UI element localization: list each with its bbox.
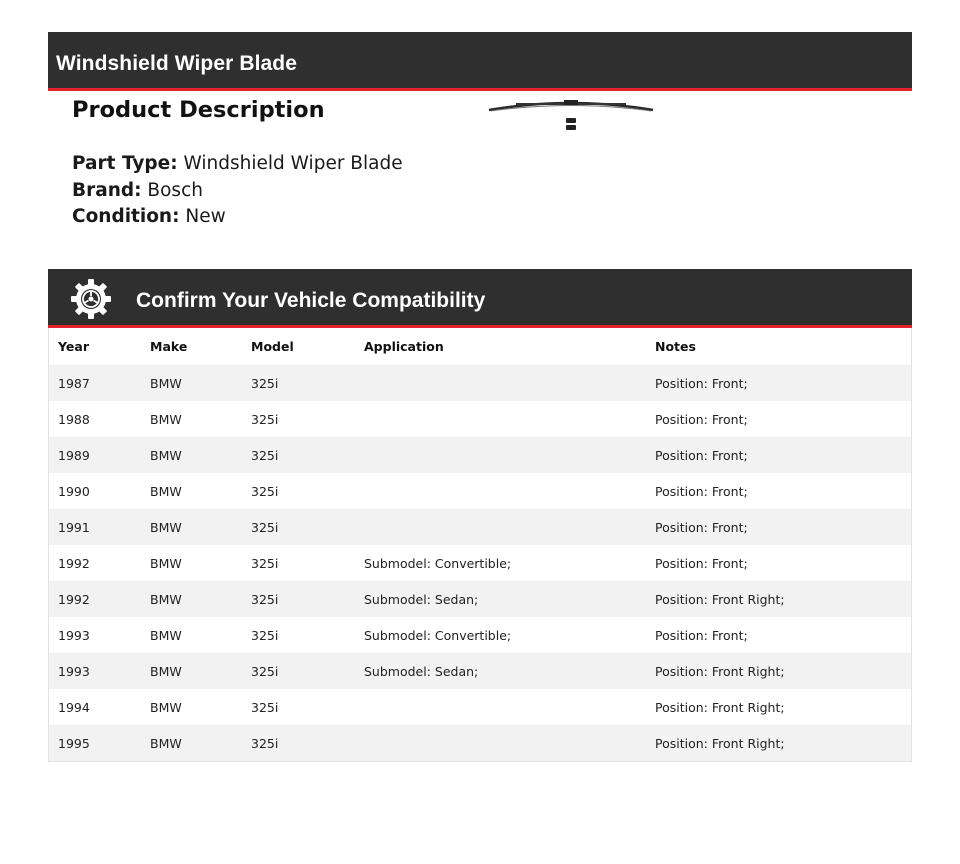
cell-notes: Position: Front; bbox=[655, 483, 748, 499]
cell-application: Submodel: Convertible; bbox=[364, 627, 512, 643]
cell-application bbox=[355, 365, 646, 401]
page-title: Windshield Wiper Blade bbox=[56, 52, 298, 75]
table-row bbox=[49, 545, 911, 581]
brand-label: Brand: bbox=[72, 179, 142, 201]
table-header-row bbox=[49, 328, 911, 365]
cell-application: Submodel: Sedan; bbox=[364, 663, 479, 679]
condition-value: New bbox=[185, 206, 226, 227]
cell-notes: Position: Front; bbox=[655, 555, 748, 571]
table-row bbox=[49, 509, 911, 545]
table-row bbox=[49, 689, 911, 725]
cell-year: 1995 bbox=[58, 735, 90, 751]
table-row bbox=[49, 473, 911, 509]
cell-application bbox=[355, 437, 646, 473]
cell-application bbox=[355, 401, 646, 437]
cell-application bbox=[355, 689, 646, 725]
cell-make: BMW bbox=[150, 411, 182, 427]
cell-year: 1992 bbox=[58, 591, 90, 607]
cell-model: 325i bbox=[251, 699, 279, 715]
compatibility-heading: Confirm Your Vehicle Compatibility bbox=[136, 289, 486, 312]
part-type-line bbox=[72, 151, 403, 178]
cell-application: Submodel: Sedan; bbox=[364, 591, 479, 607]
cell-model: 325i bbox=[251, 375, 279, 391]
cell-model: 325i bbox=[251, 447, 279, 463]
table-row bbox=[49, 617, 911, 653]
brand-line bbox=[72, 178, 403, 205]
cell-notes: Position: Front Right; bbox=[655, 735, 785, 751]
cell-notes: Position: Front; bbox=[655, 447, 748, 463]
condition-line bbox=[72, 204, 403, 231]
compatibility-table-wrap bbox=[48, 328, 912, 762]
table-row bbox=[49, 581, 911, 617]
cell-model: 325i bbox=[251, 555, 279, 571]
cell-notes: Position: Front; bbox=[655, 627, 748, 643]
cell-model: 325i bbox=[251, 591, 279, 607]
cell-notes: Position: Front Right; bbox=[655, 699, 785, 715]
table-row bbox=[49, 653, 911, 689]
cell-year: 1993 bbox=[58, 663, 90, 679]
table-body bbox=[49, 365, 911, 761]
wiper-blade-image bbox=[486, 96, 656, 136]
cell-model: 325i bbox=[251, 411, 279, 427]
column-header-make: Make bbox=[150, 339, 188, 354]
column-header-notes: Notes bbox=[655, 339, 696, 354]
cell-application bbox=[355, 473, 646, 509]
compatibility-table bbox=[49, 328, 911, 761]
cell-model: 325i bbox=[251, 627, 279, 643]
table-row bbox=[49, 725, 911, 761]
cell-make: BMW bbox=[150, 519, 182, 535]
condition-label: Condition: bbox=[72, 206, 180, 227]
cell-make: BMW bbox=[150, 447, 182, 463]
cell-year: 1990 bbox=[58, 483, 90, 499]
cell-year: 1988 bbox=[58, 411, 90, 427]
cell-year: 1994 bbox=[58, 699, 90, 715]
cell-application bbox=[355, 725, 646, 761]
cell-notes: Position: Front; bbox=[655, 519, 748, 535]
table-row bbox=[49, 437, 911, 473]
brand-value: Bosch bbox=[147, 179, 203, 201]
cell-model: 325i bbox=[251, 663, 279, 679]
cell-year: 1989 bbox=[58, 447, 90, 463]
cell-notes: Position: Front Right; bbox=[655, 663, 785, 679]
part-type-label: Part Type: bbox=[72, 153, 178, 174]
cell-notes: Position: Front; bbox=[655, 411, 748, 427]
cell-make: BMW bbox=[150, 663, 182, 679]
cell-make: BMW bbox=[150, 375, 182, 391]
cell-year: 1991 bbox=[58, 519, 90, 535]
table-row bbox=[49, 401, 911, 437]
cell-application: Submodel: Convertible; bbox=[364, 555, 512, 571]
product-description-heading: Product Description bbox=[72, 97, 325, 123]
cell-year: 1992 bbox=[58, 555, 90, 571]
cell-notes: Position: Front; bbox=[655, 375, 748, 391]
cell-make: BMW bbox=[150, 555, 182, 571]
table-row bbox=[49, 365, 911, 401]
cell-make: BMW bbox=[150, 699, 182, 715]
cell-model: 325i bbox=[251, 735, 279, 751]
cell-model: 325i bbox=[251, 483, 279, 499]
part-type-value: Windshield Wiper Blade bbox=[183, 153, 403, 174]
product-description bbox=[72, 151, 403, 231]
cell-make: BMW bbox=[150, 627, 182, 643]
cell-model: 325i bbox=[251, 519, 279, 535]
compatibility-bar bbox=[48, 269, 912, 328]
cell-year: 1993 bbox=[58, 627, 90, 643]
cell-application bbox=[355, 509, 646, 545]
cell-make: BMW bbox=[150, 591, 182, 607]
cell-notes: Position: Front Right; bbox=[655, 591, 785, 607]
column-header-application: Application bbox=[364, 339, 444, 354]
column-header-model: Model bbox=[251, 339, 294, 354]
column-header-year: Year bbox=[58, 339, 89, 354]
gear-icon bbox=[70, 278, 112, 320]
cell-year: 1987 bbox=[58, 375, 90, 391]
cell-make: BMW bbox=[150, 483, 182, 499]
cell-make: BMW bbox=[150, 735, 182, 751]
title-bar bbox=[48, 32, 912, 91]
